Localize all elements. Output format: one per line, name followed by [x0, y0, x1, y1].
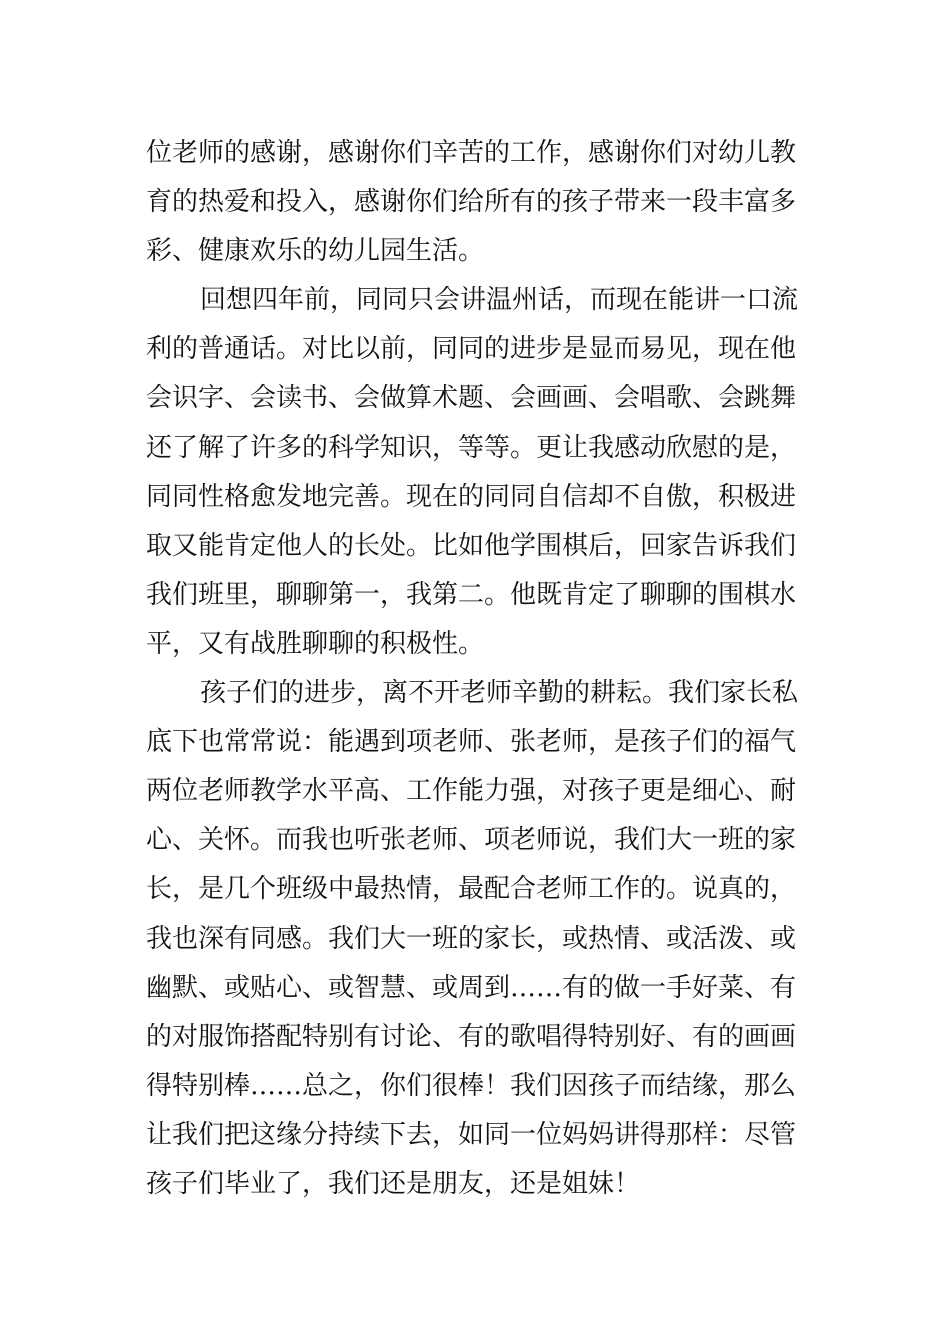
- text-line: 还了解了许多的科学知识，等等。更让我感动欣慰的是，: [146, 432, 797, 463]
- text-line: 两位老师教学水平高、工作能力强，对孩子更是细心、耐: [146, 776, 797, 807]
- text-line: 孩子们毕业了，我们还是朋友，还是姐妹！: [146, 1168, 641, 1199]
- text-line: 长，是几个班级中最热情，最配合老师工作的。说真的，: [146, 874, 797, 905]
- text-line: 我们班里，聊聊第一，我第二。他既肯定了聊聊的围棋水: [146, 579, 797, 610]
- text-line: 我也深有同感。我们大一班的家长，或热情、或活泼、或: [146, 923, 797, 954]
- text-line: 幽默、或贴心、或智慧、或周到……有的做一手好菜、有: [146, 972, 797, 1003]
- text-line: 位老师的感谢，感谢你们辛苦的工作，感谢你们对幼儿教: [146, 138, 797, 168]
- paragraph-first-line: 回想四年前，同同只会讲温州话，而现在能讲一口流: [200, 285, 799, 316]
- text-line: 会识字、会读书、会做算术题、会画画、会唱歌、会跳舞: [146, 383, 797, 414]
- text-line: 育的热爱和投入，感谢你们给所有的孩子带来一段丰富多: [146, 187, 797, 218]
- text-line: 底下也常常说：能遇到项老师、张老师，是孩子们的福气: [146, 727, 797, 758]
- text-line: 心、关怀。而我也听张老师、项老师说，我们大一班的家: [146, 825, 797, 856]
- text-line: 彩、健康欢乐的幼儿园生活。: [146, 236, 485, 267]
- text-line: 利的普通话。对比以前，同同的进步是显而易见，现在他: [146, 334, 797, 365]
- paragraph-first-line: 孩子们的进步，离不开老师辛勤的耕耘。我们家长私: [200, 678, 799, 709]
- text-line: 得特别棒……总之，你们很棒！我们因孩子而结缘，那么: [146, 1070, 797, 1101]
- body-text: [146, 129, 826, 1209]
- text-line: 同同性格愈发地完善。现在的同同自信却不自傲，积极进: [146, 481, 797, 512]
- text-line: 让我们把这缘分持续下去，如同一位妈妈讲得那样：尽管: [146, 1119, 797, 1150]
- text-line: 平，又有战胜聊聊的积极性。: [146, 628, 485, 659]
- text-line: 取又能肯定他人的长处。比如他学围棋后，回家告诉我们: [146, 530, 797, 561]
- text-line: 的对服饰搭配特别有讨论、有的歌唱得特别好、有的画画: [146, 1021, 797, 1052]
